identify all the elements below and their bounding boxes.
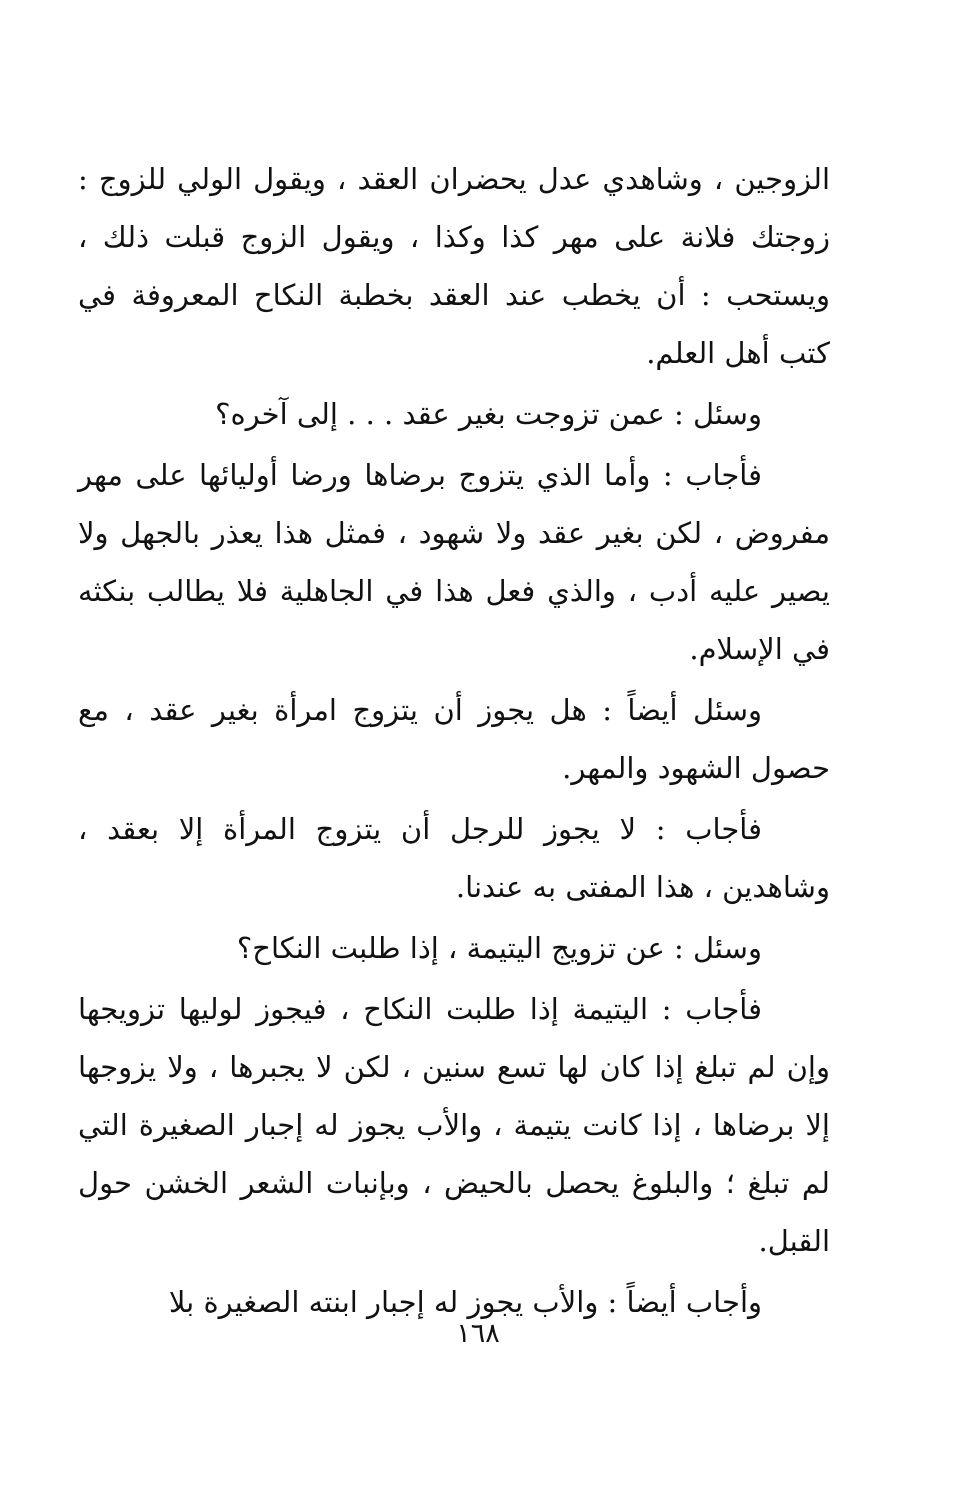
paragraph: وسئل : عن تزويج اليتيمة ، إذا طلبت النكاح؟: [236, 931, 762, 965]
paragraph: فأجاب : اليتيمة إذا طلبت النكاح ، فيجوز لوليها تزويجها وإن لم تبلغ إذا كان لها تسع سنين ، لكن لا يجبرها ، ولا يزوجها إلا برضاها ، إذا كانت يتيمة ، والأب يجوز له إجبار الصغيرة التي لم تبلغ ؛ والبلوغ يحصل بالحيض ، وبإنبات الشعر الخشن حول القبل.: [78, 992, 830, 1258]
paragraph: وسئل : عمن تزوجت بغير عقد . . . إلى آخره؟: [215, 397, 762, 431]
page-number: ١٦٨: [456, 1318, 500, 1349]
page-body: [78, 150, 830, 1331]
paragraph: الزوجين ، وشاهدي عدل يحضران العقد ، ويقول الولي للزوج : زوجتك فلانة على مهر كذا وكذا ، ويقول الزوج قبلت ذلك ، ويستحب : أن يخطب عند العقد بخطبة النكاح المعروفة في كتب أهل العلم.: [78, 162, 830, 370]
paragraph: فأجاب : وأما الذي يتزوج برضاها ورضا أوليائها على مهر مفروض ، لكن بغير عقد ولا شهود ، فمثل هذا يعذر بالجهل ولا يصير عليه أدب ، والذي فعل هذا في الجاهلية فلا يطالب بنكثه في الإسلام.: [78, 458, 830, 666]
paragraph: فأجاب : لا يجوز للرجل أن يتزوج المرأة إلا بعقد ، وشاهدين ، هذا المفتى به عندنا.: [78, 812, 830, 904]
paragraph: وأجاب أيضاً : والأب يجوز له إجبار ابنته الصغيرة بلا: [168, 1285, 762, 1319]
paragraph: وسئل أيضاً : هل يجوز أن يتزوج امرأة بغير عقد ، مع حصول الشهود والمهر.: [78, 693, 830, 785]
